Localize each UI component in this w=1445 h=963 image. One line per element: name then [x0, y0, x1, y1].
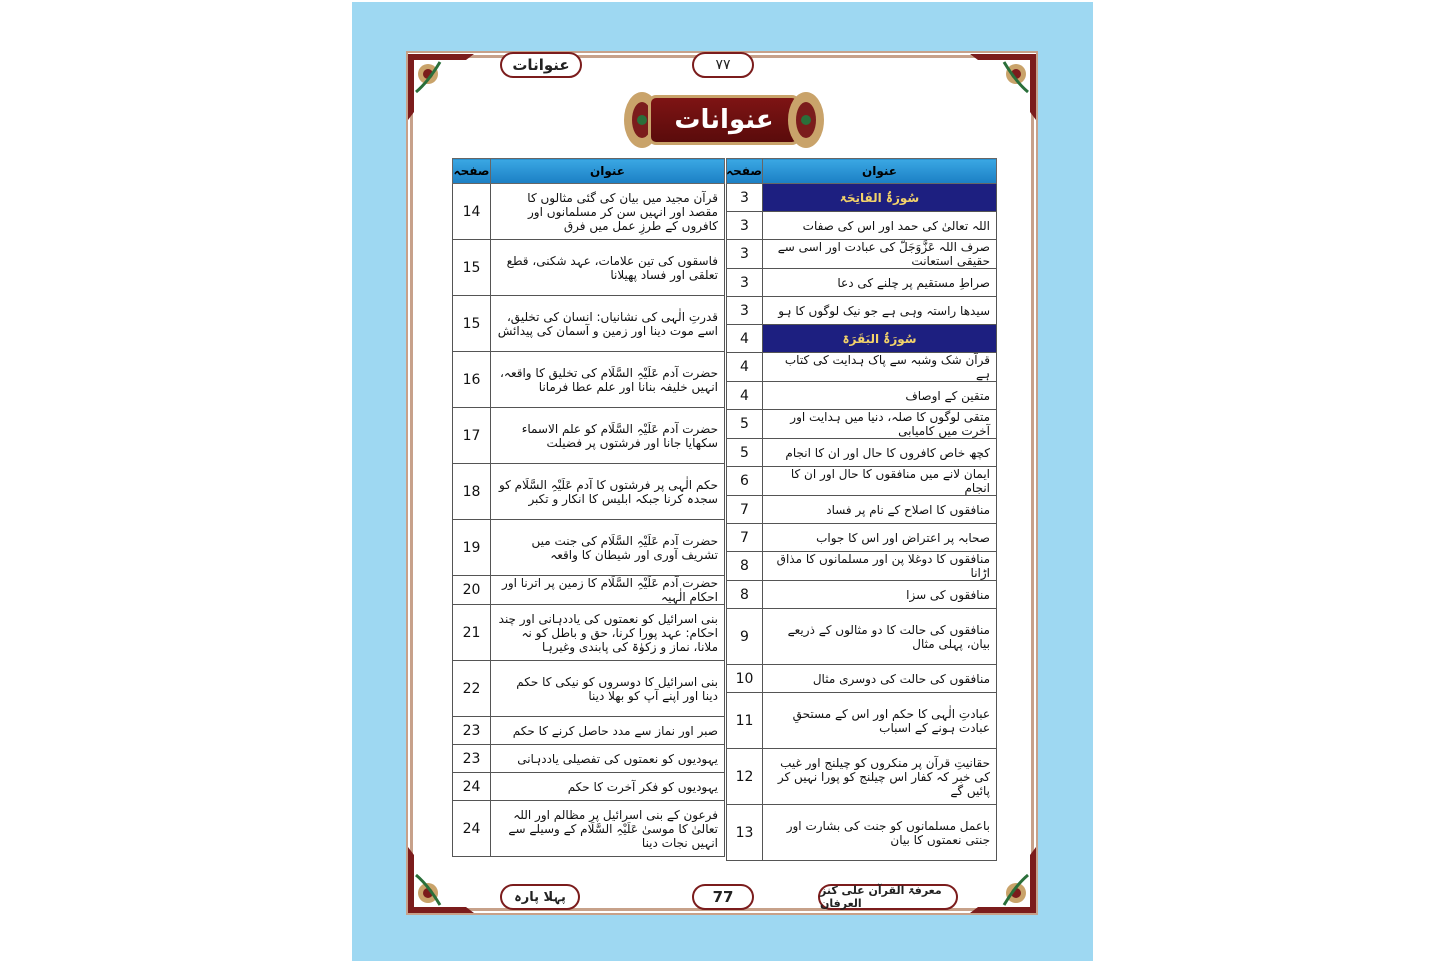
page-header: صفحہ: [453, 159, 491, 184]
topic-text: حضرت آدم عَلَیْہِ السَّلَام کی جنت میں تشریف آوری اور شیطان کا واقعہ: [491, 520, 725, 576]
topic-text: حضرت آدم عَلَیْہِ السَّلَام کا زمین پر اترنا اور احکامِ الٰہیہ: [491, 576, 725, 605]
page-number: 12: [727, 749, 763, 805]
page-number: 3: [727, 240, 763, 269]
table-row: [727, 353, 997, 382]
page-number: 6: [727, 467, 763, 496]
table-row: [727, 609, 997, 665]
page-number: 13: [727, 805, 763, 861]
page-number: 3: [727, 297, 763, 325]
table-row: [727, 382, 997, 410]
page-number: 15: [453, 240, 491, 296]
surah-heading-row: [727, 325, 997, 353]
corner-ornament-icon: [406, 52, 476, 122]
page-number: 3: [727, 212, 763, 240]
table-row: [453, 745, 725, 773]
topic-text: باعمل مسلمانوں کو جنت کی بشارت اور جنتی نعمتوں کا بیان: [763, 805, 997, 861]
page-number: 5: [727, 439, 763, 467]
page-number: 4: [727, 353, 763, 382]
table-row: [453, 576, 725, 605]
table-row: [453, 240, 725, 296]
topic-text: قدرتِ الٰہی کی نشانیاں: انسان کی تخلیق، اسے موت دینا اور زمین و آسمان کی پیدائش: [491, 296, 725, 352]
topic-text: حکم الٰہی پر فرشتوں کا آدم عَلَیْہِ السَّلَام کو سجدہ کرنا جبکہ ابلیس کا انکار و تکبر: [491, 464, 725, 520]
topic-text: قرآن شک وشبہ سے پاک ہدایت کی کتاب ہے: [763, 353, 997, 382]
topic-text: منافقوں کی سزا: [763, 581, 997, 609]
topic-text: کچھ خاص کافروں کا حال اور ان کا انجام: [763, 439, 997, 467]
table-row: [453, 184, 725, 240]
contents-table-right: [726, 158, 997, 861]
table-row: [727, 496, 997, 524]
table-row: [727, 212, 997, 240]
para-label: پہلا پارہ: [500, 884, 580, 910]
topic-text: صرف اللہ عَزَّوَجَلَّ کی عبادت اور اسی سے حقیقی استعانت: [763, 240, 997, 269]
page-number: 20: [453, 576, 491, 605]
topic-header: عنوان: [491, 159, 725, 184]
page-number: 3: [727, 269, 763, 297]
page-number: 5: [727, 410, 763, 439]
topic-text: عبادتِ الٰہی کا حکم اور اس کے مستحقِ عبادت ہونے کے اسباب: [763, 693, 997, 749]
header-title-tag: عنوانات: [500, 52, 582, 78]
table-row: [453, 717, 725, 745]
topic-text: فاسقوں کی تین علامات، عہد شکنی، قطع تعلقی اور فساد پھیلانا: [491, 240, 725, 296]
table-row: [727, 581, 997, 609]
floral-ornament-icon: [788, 88, 836, 152]
corner-ornament-icon: [968, 52, 1038, 122]
page-number: 14: [453, 184, 491, 240]
topic-text: منافقوں کا دوغلا پن اور مسلمانوں کا مذاق اڑانا: [763, 552, 997, 581]
page-number: 24: [453, 801, 491, 857]
page-number: 17: [453, 408, 491, 464]
topic-text: فرعون کے بنی اسرائیل پر مظالم اور اللہ تعالیٰ کا موسیٰ عَلَیْہِ السَّلَام کے وسیلے سے انہیں نجات دینا: [491, 801, 725, 857]
page-number: 7: [727, 524, 763, 552]
page-number: 10: [727, 665, 763, 693]
topic-text: بنی اسرائیل کو نعمتوں کی یاددہانی اور چند احکام: عہد پورا کرنا، حق و باطل کو نہ ملانا، نماز و زکوٰۃ کی پابندی وغیرہا: [491, 605, 725, 661]
table-row: [453, 352, 725, 408]
table-row: [727, 439, 997, 467]
table-row: [727, 693, 997, 749]
contents-table-left: [452, 158, 725, 857]
page-number: 4: [727, 325, 763, 353]
topic-text: بنی اسرائیل کا دوسروں کو نیکی کا حکم دینا اور اپنے آپ کو بھلا دینا: [491, 661, 725, 717]
topic-text: صبر اور نماز سے مدد حاصل کرنے کا حکم: [491, 717, 725, 745]
surah-name: سُورَۃُ البَقَرَۃ: [763, 325, 997, 353]
table-row: [453, 408, 725, 464]
topic-text: حضرت آدم عَلَیْہِ السَّلَام کی تخلیق کا واقعہ، انہیں خلیفہ بنانا اور علم عطا فرمانا: [491, 352, 725, 408]
page-number: 8: [727, 552, 763, 581]
surah-heading-row: [727, 184, 997, 212]
page-number: 7: [727, 496, 763, 524]
page-number: 24: [453, 773, 491, 801]
topic-text: حضرت آدم عَلَیْہِ السَّلَام کو علم الاسماء سکھایا جانا اور فرشتوں پر فضیلت: [491, 408, 725, 464]
table-row: [727, 269, 997, 297]
book-title: معرفۃ القرآن علی کنز العرفان: [818, 884, 958, 910]
footer-page-number: 77: [692, 884, 754, 910]
topic-text: متقین کے اوصاف: [763, 382, 997, 410]
table-row: [727, 240, 997, 269]
page-number: 9: [727, 609, 763, 665]
table-row: [453, 296, 725, 352]
table-row: [453, 773, 725, 801]
topic-text: متقی لوگوں کا صلہ، دنیا میں ہدایت اور آخرت میں کامیابی: [763, 410, 997, 439]
page-number: 19: [453, 520, 491, 576]
page-number: 22: [453, 661, 491, 717]
topic-text: یہودیوں کو نعمتوں کی تفصیلی یاددہانی: [491, 745, 725, 773]
table-row: [453, 520, 725, 576]
table-row: [727, 410, 997, 439]
table-row: [727, 665, 997, 693]
topic-text: قرآن مجید میں بیان کی گئی مثالوں کا مقصد اور انہیں سن کر مسلمانوں اور کافروں کے طرزِ عمل میں فرق: [491, 184, 725, 240]
page-header: صفحہ: [727, 159, 763, 184]
surah-name: سُورَۃُ الفَاتِحَۃ: [763, 184, 997, 212]
header-page-number: ۷۷: [692, 52, 754, 78]
topic-text: سیدھا راستہ وہی ہے جو نیک لوگوں کا ہو: [763, 297, 997, 325]
table-row: [453, 801, 725, 857]
table-row: [453, 661, 725, 717]
page-number: 18: [453, 464, 491, 520]
page-number: 11: [727, 693, 763, 749]
topic-text: اللہ تعالیٰ کی حمد اور اس کی صفات: [763, 212, 997, 240]
topic-text: منافقوں کی حالت کی دوسری مثال: [763, 665, 997, 693]
page-number: 4: [727, 382, 763, 410]
topic-text: یہودیوں کو فکر آخرت کا حکم: [491, 773, 725, 801]
page-number: 23: [453, 717, 491, 745]
table-row: [727, 297, 997, 325]
page-title: عنوانات: [648, 95, 800, 145]
page-number: 8: [727, 581, 763, 609]
topic-header: عنوان: [763, 159, 997, 184]
topic-text: حقانیتِ قرآن پر منکروں کو چیلنج اور غیب کی خبر کہ کفار اس چیلنج کو پورا نہیں کر پائیں گے: [763, 749, 997, 805]
topic-text: صحابہ پر اعتراض اور اس کا جواب: [763, 524, 997, 552]
table-row: [453, 605, 725, 661]
topic-text: ایمان لانے میں منافقوں کا حال اور ان کا انجام: [763, 467, 997, 496]
topic-text: منافقوں کا اصلاح کے نام پر فساد: [763, 496, 997, 524]
table-row: [453, 464, 725, 520]
page-number: 21: [453, 605, 491, 661]
table-row: [727, 749, 997, 805]
table-row: [727, 467, 997, 496]
page-number: 23: [453, 745, 491, 773]
topic-text: صراطِ مستقیم پر چلنے کی دعا: [763, 269, 997, 297]
table-row: [727, 524, 997, 552]
topic-text: منافقوں کی حالت کا دو مثالوں کے ذریعے بیان، پہلی مثال: [763, 609, 997, 665]
table-row: [727, 552, 997, 581]
table-row: [727, 805, 997, 861]
page-number: 16: [453, 352, 491, 408]
page-number: 3: [727, 184, 763, 212]
page-number: 15: [453, 296, 491, 352]
